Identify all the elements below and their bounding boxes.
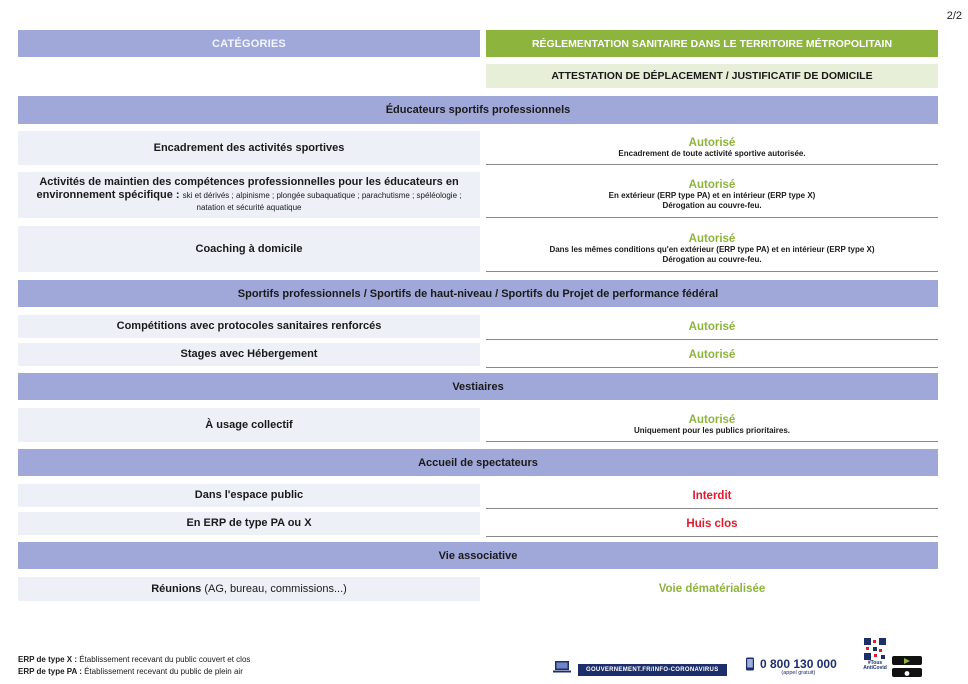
category-bold-text: Réunions	[151, 582, 202, 595]
erp-pa-label: ERP de type PA :	[18, 667, 82, 676]
page-number: 2/2	[946, 10, 962, 22]
gov-link[interactable]	[552, 660, 727, 679]
erp-pa-text: Établissement recevant du public de plein air	[81, 667, 243, 676]
row-erp-regulation	[486, 512, 938, 537]
status-label: Voie dématérialisée	[658, 583, 766, 595]
status-detail: Uniquement pour les publics prioritaires.	[633, 425, 791, 435]
row-espace-category: Dans l'espace public	[18, 484, 480, 507]
category-bold-text: Activités de maintien des compétences professionnelles pour les éducateurs en environnement spécifique :	[36, 176, 459, 201]
app-hashtag: #Tous AntiCovid	[863, 660, 887, 671]
status-label: Huis clos	[686, 518, 738, 530]
row-stages-category: Stages avec Hébergement	[18, 343, 480, 366]
section-spectateurs: Accueil de spectateurs	[18, 449, 938, 476]
anticovid-app-badge[interactable]	[862, 637, 928, 677]
row-reunions-category	[18, 577, 480, 601]
section-sportifs: Sportifs professionnels / Sportifs de haut-niveau / Sportifs du Projet de performance fédéral	[18, 280, 938, 307]
row-maintien-category	[18, 172, 480, 218]
section-educateurs: Éducateurs sportifs professionnels	[18, 96, 938, 124]
row-stages-regulation	[486, 343, 938, 368]
phone-contact[interactable]	[745, 657, 837, 676]
regulation-header: RÉGLEMENTATION SANITAIRE DANS LE TERRITOIRE MÉTROPOLITAIN	[486, 30, 938, 57]
status-detail: Dans les mêmes conditions qu'en extérieur (ERP type PA) et en intérieur (ERP type X)	[549, 244, 875, 254]
status-label: Autorisé	[688, 136, 736, 149]
phone-number: 0 800 130 000	[760, 656, 837, 671]
qr-code-icon	[863, 637, 887, 661]
row-espace-regulation	[486, 484, 938, 509]
status-label: Autorisé	[688, 349, 736, 361]
gov-link-label[interactable]: GOUVERNEMENT.FR/INFO-CORONAVIRUS	[578, 664, 727, 676]
apple-icon	[904, 670, 910, 676]
row-encadrement-regulation	[486, 131, 938, 165]
row-maintien-regulation	[486, 172, 938, 218]
attestation-header: ATTESTATION DE DÉPLACEMENT / JUSTIFICATIF DE DOMICILE	[486, 64, 938, 88]
phone-icon	[745, 657, 755, 676]
play-store-icon	[904, 658, 910, 664]
categories-header: CATÉGORIES	[18, 30, 480, 57]
status-label: Autorisé	[688, 232, 736, 245]
section-vie-associative: Vie associative	[18, 542, 938, 569]
status-detail: Dérogation au couvre-feu.	[662, 200, 762, 210]
row-competitions-category: Compétitions avec protocoles sanitaires renforcés	[18, 315, 480, 338]
status-label: Autorisé	[688, 321, 736, 333]
erp-x-text: Établissement recevant du public couvert et clos	[76, 655, 251, 664]
anticovid-logo	[862, 637, 888, 677]
status-detail: Dérogation au couvre-feu.	[662, 254, 762, 264]
status-label: Autorisé	[688, 178, 736, 191]
google-play-badge[interactable]	[892, 656, 922, 665]
app-store-badge[interactable]	[892, 668, 922, 677]
status-detail: Encadrement de toute activité sportive autorisée.	[618, 148, 806, 158]
status-label: Interdit	[692, 490, 732, 502]
row-encadrement-category: Encadrement des activités sportives	[18, 131, 480, 165]
status-label: Autorisé	[688, 413, 736, 426]
erp-x-label: ERP de type X :	[18, 655, 77, 664]
erp-legend	[18, 654, 250, 678]
status-detail: En extérieur (ERP type PA) et en intérieur (ERP type X)	[608, 190, 816, 200]
row-competitions-regulation	[486, 315, 938, 340]
phone-note: (appel gratuit)	[781, 669, 816, 676]
row-reunions-regulation	[486, 577, 938, 601]
row-usage-regulation	[486, 408, 938, 442]
row-coaching-regulation	[486, 226, 938, 272]
row-coaching-category: Coaching à domicile	[18, 226, 480, 272]
section-vestiaires: Vestiaires	[18, 373, 938, 400]
category-rest-text: (AG, bureau, commissions...)	[201, 582, 347, 595]
row-usage-category: À usage collectif	[18, 408, 480, 442]
category-small-text: ski et dérivés ; alpinisme ; plongée subaquatique ; parachutisme ; spéléologie ; natation et sécurité aquatique	[182, 190, 462, 213]
laptop-icon	[552, 660, 572, 679]
row-erp-category: En ERP de type PA ou X	[18, 512, 480, 535]
